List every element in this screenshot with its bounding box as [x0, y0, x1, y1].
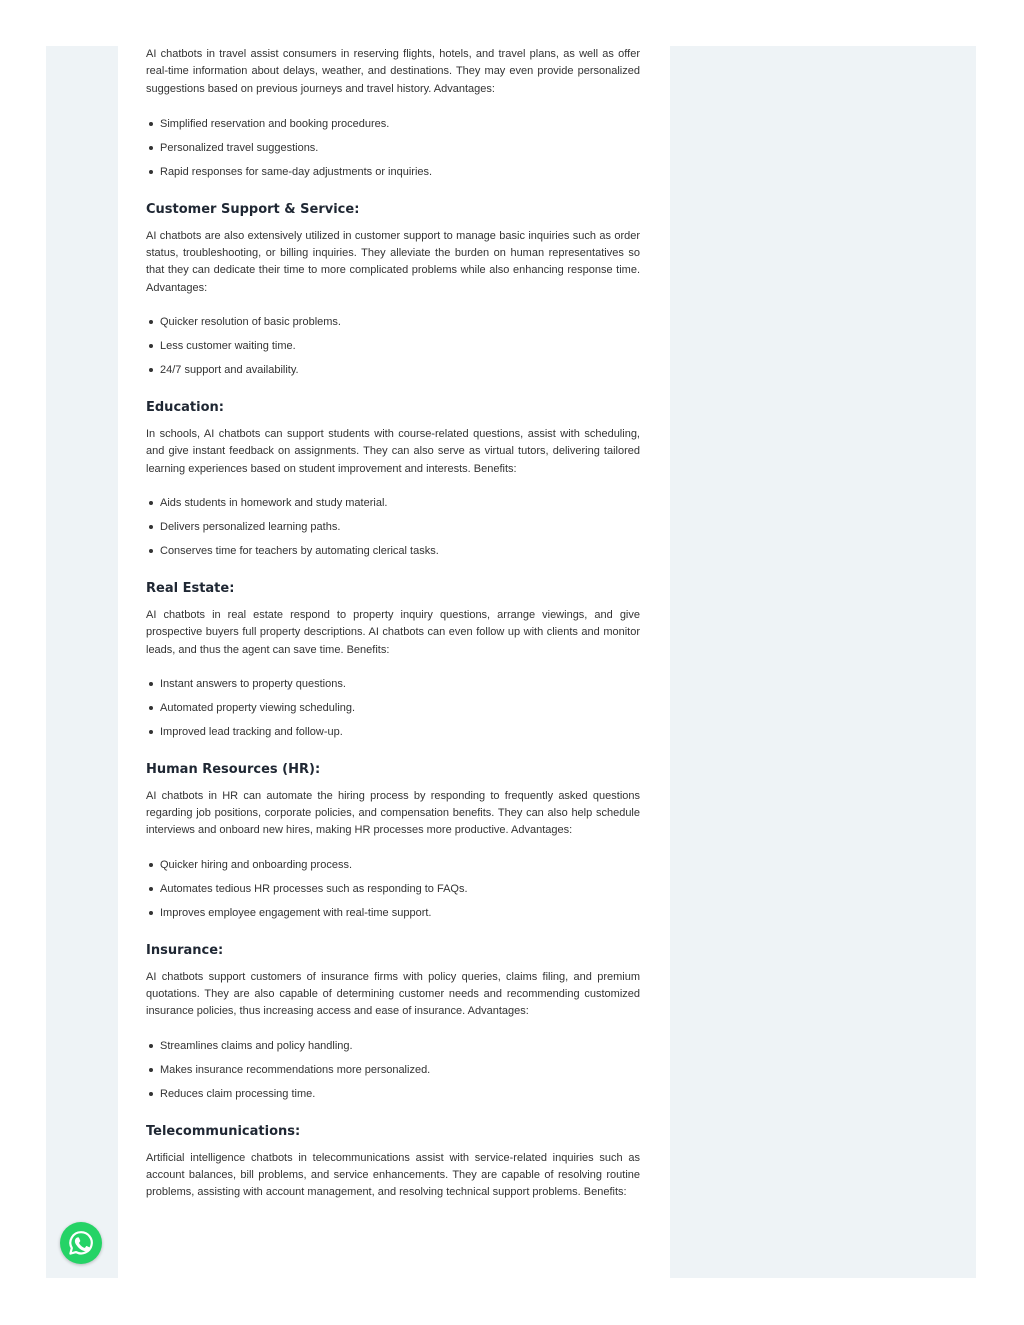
section-human-resources — [146, 761, 640, 930]
section-paragraph: AI chatbots are also extensively utilized in customer support to manage basic inquiries such as order status, troubleshooting, or billing inquiries. They alleviate the burden on human representatives so that they can dedicate their time to more complicated problems while also enhancing response time. Advantages: — [146, 229, 640, 294]
whatsapp-chat-button[interactable] — [60, 1222, 102, 1264]
section-heading: Education: — [146, 400, 224, 416]
list-item: Instant answers to property questions. — [160, 677, 640, 701]
whatsapp-icon — [67, 1229, 95, 1257]
list-item: Less customer waiting time. — [160, 339, 640, 363]
bullet-list — [146, 315, 640, 387]
section-paragraph: AI chatbots in HR can automate the hiring process by responding to frequently asked questions regarding job positions, corporate policies, and compensation benefits. They can also help schedule interviews and onboard new hires, making HR processes more productive. Advantages: — [146, 789, 640, 837]
section-telecommunications — [146, 1123, 640, 1202]
article-content — [146, 46, 640, 1202]
article-column — [118, 46, 670, 1278]
section-paragraph: Artificial intelligence chatbots in telecommunications assist with service-related inquiries such as account balances, bill problems, and service enhancements. They are capable of resolving routine problems, assisting with account management, and resolving technical support problems. Benefits: — [146, 1151, 640, 1199]
bullet-list — [146, 858, 640, 930]
list-item: Quicker hiring and onboarding process. — [160, 858, 640, 882]
section-travel — [146, 46, 640, 189]
list-item: Quicker resolution of basic problems. — [160, 315, 640, 339]
bullet-list — [146, 1039, 640, 1111]
list-item: Reduces claim processing time. — [160, 1087, 640, 1111]
list-item: Improves employee engagement with real-time support. — [160, 906, 640, 930]
list-item: Conserves time for teachers by automating clerical tasks. — [160, 544, 640, 568]
section-paragraph: AI chatbots support customers of insurance firms with policy queries, claims filing, and premium quotations. They are also capable of determining customer needs and recommending customized insurance policies, thus increasing access and ease of insurance. Advantages: — [146, 970, 640, 1018]
list-item: Simplified reservation and booking procedures. — [160, 117, 640, 141]
list-item: Delivers personalized learning paths. — [160, 520, 640, 544]
section-real-estate — [146, 580, 640, 749]
list-item: Streamlines claims and policy handling. — [160, 1039, 640, 1063]
section-paragraph: In schools, AI chatbots can support students with course-related questions, assist with scheduling, and give instant feedback on assignments. They can also serve as virtual tutors, delivering tailored learning experiences based on student improvement and interests. Benefits: — [146, 428, 640, 475]
list-item: Improved lead tracking and follow-up. — [160, 725, 640, 749]
bullet-list — [146, 496, 640, 568]
list-item: Personalized travel suggestions. — [160, 141, 640, 165]
section-paragraph: AI chatbots in real estate respond to property inquiry questions, arrange viewings, and give prospective buyers full property descriptions. AI chatbots can even follow up with clients and monitor leads, and thus the agent can save time. Benefits: — [146, 608, 640, 656]
list-item: Aids students in homework and study material. — [160, 496, 640, 520]
list-item: Automated property viewing scheduling. — [160, 701, 640, 725]
section-insurance — [146, 942, 640, 1111]
list-item: Rapid responses for same-day adjustments or inquiries. — [160, 165, 640, 189]
section-paragraph: AI chatbots in travel assist consumers in reserving flights, hotels, and travel plans, as well as offer real-time information about delays, weather, and destinations. They may even provide personalized suggestions based on previous journeys and travel history. Advantages: — [146, 48, 640, 95]
list-item: Makes insurance recommendations more personalized. — [160, 1063, 640, 1087]
section-education — [146, 399, 640, 568]
section-heading: Human Resources (HR): — [146, 761, 321, 777]
section-heading: Real Estate: — [146, 580, 235, 596]
bullet-list — [146, 677, 640, 749]
bullet-list — [146, 117, 640, 189]
section-heading: Insurance: — [146, 942, 224, 958]
list-item: Automates tedious HR processes such as responding to FAQs. — [160, 882, 640, 906]
section-customer-support — [146, 201, 640, 387]
section-heading: Telecommunications: — [146, 1123, 301, 1139]
section-heading: Customer Support & Service: — [146, 201, 360, 217]
list-item: 24/7 support and availability. — [160, 363, 640, 387]
